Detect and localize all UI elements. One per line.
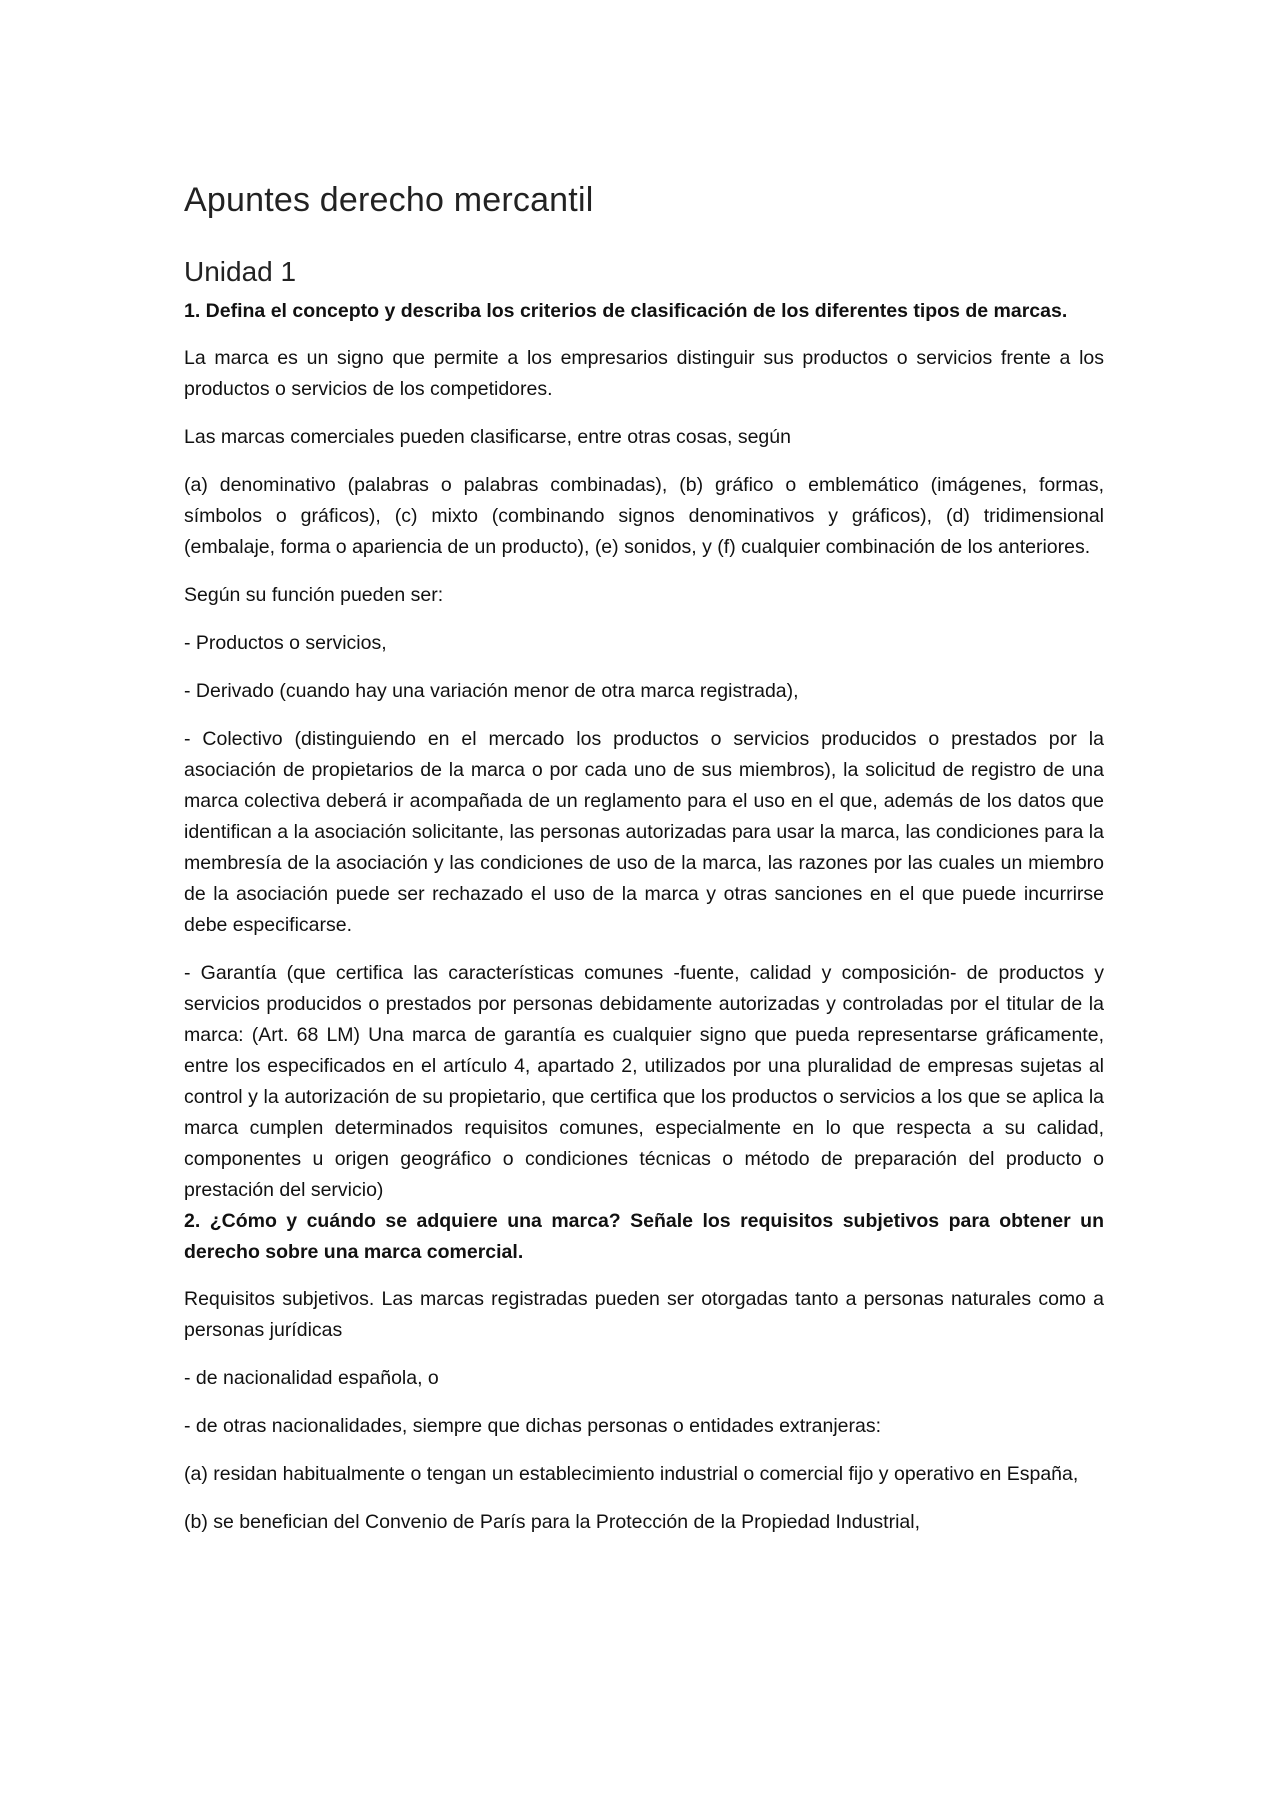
paragraph-definition: La marca es un signo que permite a los empresarios distinguir sus productos o servicios frente a los productos o servicios de los competidores. (184, 347, 1104, 401)
list-item-paris-convention: (b) se benefician del Convenio de París para la Protección de la Propiedad Industrial, (184, 1511, 921, 1534)
paragraph-classification-intro: Las marcas comerciales pueden clasificarse, entre otras cosas, según (184, 426, 791, 449)
question-1-heading: 1. Defina el concepto y describa los criterios de clasificación de los diferentes tipos de marcas. (184, 300, 1068, 323)
list-item-guarantee: - Garantía (que certifica las características comunes -fuente, calidad y composición- de productos y servicios producidos o prestados por personas debidamente autorizadas y controladas por el titular de la marca: (Art. 68 LM) Una marca de garantía es cualquier signo que pueda representarse gráficamente, entre los especificados en el artículo 4, apartado 2, utilizados por una pluralidad de empresas sujetas al control y la autorización de su propietario, que certifica que los productos o servicios a los que se aplica la marca cumplen determinados requisitos comunes, especialmente en lo que respecta a su calidad, componentes u origen geográfico o condiciones técnicas o método de preparación del producto o prestación del servicio) (184, 962, 1104, 1202)
paragraph-function-intro: Según su función pueden ser: (184, 584, 444, 607)
document-page (184, 180, 1104, 1555)
list-item-residence: (a) residan habitualmente o tengan un establecimiento industrial o comercial fijo y operativo en España, (184, 1463, 1079, 1486)
list-item-collective: - Colectivo (distinguiendo en el mercado los productos o servicios producidos o prestados por la asociación de propietarios de la marca o por cada uno de sus miembros), la solicitud de registro de una marca colectiva deberá ir acompañada de un reglamento para el uso en el que, además de los datos que identifican a la asociación solicitante, las personas autorizadas para usar la marca, las condiciones para la membresía de la asociación y las condiciones de uso de la marca, las razones por las cuales un miembro de la asociación puede ser rechazado el uso de la marca y otras sanciones en el que puede incurrirse debe especificarse. (184, 728, 1104, 937)
list-item-other-nationalities: - de otras nacionalidades, siempre que dichas personas o entidades extranjeras: (184, 1415, 882, 1438)
unit-heading: Unidad 1 (184, 255, 297, 287)
list-item-spanish-nationality: - de nacionalidad española, o (184, 1367, 439, 1390)
question-2-heading: 2. ¿Cómo y cuándo se adquiere una marca? Señale los requisitos subjetivos para obtener un derecho sobre una marca comercial. (184, 1210, 1104, 1264)
list-item-derived: - Derivado (cuando hay una variación menor de otra marca registrada), (184, 680, 799, 703)
paragraph-subjective-requirements: Requisitos subjetivos. Las marcas registradas pueden ser otorgadas tanto a personas naturales como a personas jurídicas (184, 1288, 1104, 1342)
paragraph-classification-types: (a) denominativo (palabras o palabras combinadas), (b) gráfico o emblemático (imágenes, formas, símbolos o gráficos), (c) mixto (combinando signos denominativos y gráficos), (d) tridimensional (embalaje, forma o apariencia de un producto), (e) sonidos, y (f) cualquier combinación de los anteriores. (184, 474, 1104, 559)
document-title: Apuntes derecho mercantil (184, 181, 594, 219)
list-item-products: - Productos o servicios, (184, 632, 387, 655)
